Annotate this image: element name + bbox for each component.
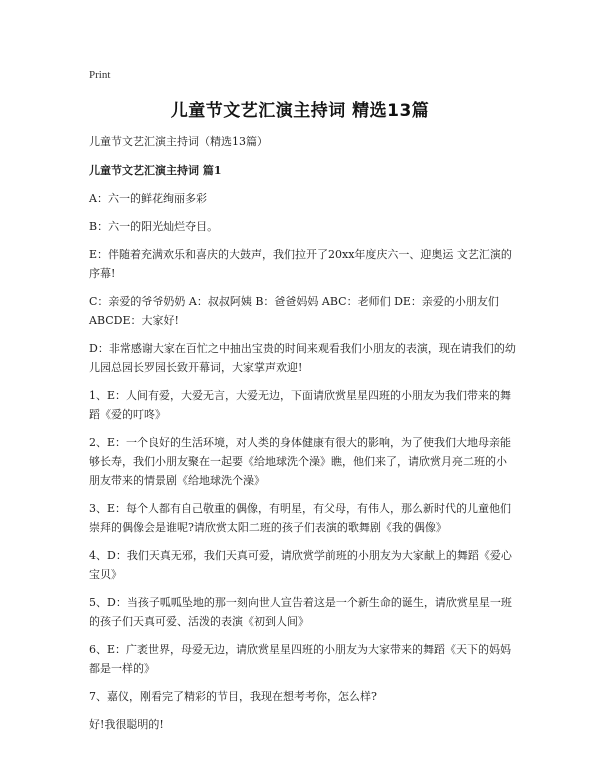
paragraph: B：六一的阳光灿烂夺目。	[89, 220, 219, 233]
paragraph: D：非常感谢大家在百忙之中抽出宝贵的时间来观看我们小朋友的表演，现在请我们的幼儿园总园长罗园长致开幕词，大家掌声欢迎!	[89, 342, 516, 374]
print-link[interactable]: Print	[89, 69, 111, 81]
paragraph: E：伴随着充满欢乐和喜庆的大鼓声，我们拉开了20xx年度庆六一、迎奥运 文艺汇演的序幕!	[89, 248, 512, 280]
document-body	[89, 132, 517, 743]
paragraph: A：六一的鲜花绚丽多彩	[89, 192, 207, 205]
paragraph: 2、E：一个良好的生活环境，对人类的身体健康有很大的影响，为了使我们大地母亲能够长寿，我们小朋友聚在一起要《给地球洗个澡》瞧，他们来了，请欣赏月亮二班的小朋友带来的情景剧《给地球洗个澡》	[89, 436, 512, 487]
paragraph: 5、D：当孩子呱呱坠地的那一刻向世人宣告着这是一个新生命的诞生，请欣赏星星一班的孩子们天真可爱、活泼的表演《初到人间》	[89, 596, 512, 628]
paragraph: 好!我很聪明的!	[89, 718, 164, 731]
paragraph: 6、E：广袤世界，母爱无边，请欣赏星星四班的小朋友为大家带来的舞蹈《天下的妈妈都是一样的》	[89, 643, 512, 675]
page-title: 儿童节文艺汇演主持词 精选13篇	[170, 101, 430, 121]
paragraph: 7、嘉仪，刚看完了精彩的节目，我现在想考考你，怎么样?	[89, 690, 377, 703]
paragraph: C：亲爱的爷爷奶奶 A：叔叔阿姨 B：爸爸妈妈 ABC：老师们 DE：亲爱的小朋友们 ABCDE：大家好!	[89, 295, 499, 327]
paragraph: 3、E：每个人都有自己敬重的偶像，有明星，有父母，有伟人，那么新时代的儿童他们崇拜的偶像会是谁呢?请欣赏太阳二班的孩子们表演的歌舞剧《我的偶像》	[89, 502, 512, 534]
document-subtitle: 儿童节文艺汇演主持词（精选13篇）	[89, 135, 268, 148]
paragraph: 4、D：我们天真无邪，我们天真可爱，请欣赏学前班的小朋友为大家献上的舞蹈《爱心宝贝》	[89, 549, 512, 581]
section-heading: 儿童节文艺汇演主持词 篇1	[89, 164, 222, 177]
paragraph: 1、E：人间有爱，大爱无言，大爱无边，下面请欣赏星星四班的小朋友为我们带来的舞蹈《爱的叮咚》	[89, 389, 512, 421]
